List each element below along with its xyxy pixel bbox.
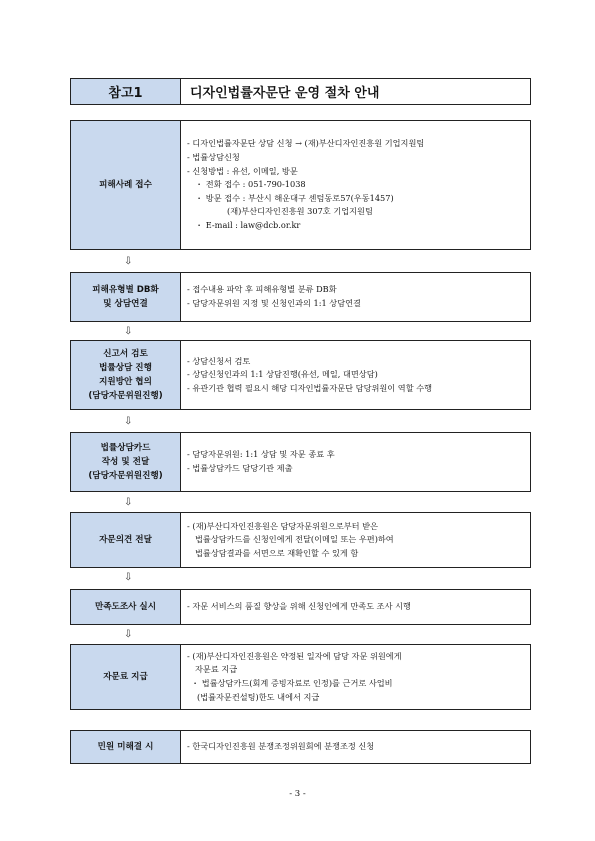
step-content <box>180 120 531 250</box>
content-line: - 신청방법 : 유선, 이메일, 방문 <box>187 165 298 176</box>
step-label: 자문료 지급 <box>70 644 180 710</box>
step-label: 만족도조사 실시 <box>70 589 180 625</box>
step-label: 신고서 검토 법률상담 진행 지원방안 협의 (담당자문위원진행) <box>70 340 180 410</box>
step-content <box>180 644 531 710</box>
step-content <box>180 730 531 764</box>
content-line: (법률자문컨설팅)한도 내에서 지급 <box>197 691 320 702</box>
content-line: - 접수내용 파악 후 피해유형별 분류 DB화 <box>187 284 337 295</box>
content-line: ・ 전화 접수 : 051-790-1038 <box>195 179 306 190</box>
content-line: 법률상담결과를 서면으로 재확인할 수 있게 함 <box>195 547 359 558</box>
page-number: - 3 - <box>289 789 306 799</box>
content-line: - 한국디자인진흥원 분쟁조정위원회에 분쟁조정 신청 <box>187 741 375 752</box>
step-label: 피해유형별 DB화 및 상담연결 <box>70 272 180 322</box>
step-consult-card <box>70 432 531 492</box>
step-deliver-opinion <box>70 512 531 568</box>
content-line: - (재)부산디자인진흥원은 약정된 일자에 담당 자문 위원에게 <box>187 650 402 661</box>
content-line: (재)부산디자인진흥원 307호 기업지원팀 <box>227 206 373 217</box>
step-content <box>180 512 531 568</box>
page-title: 디자인법률자문단 운영 절차 안내 <box>180 78 531 105</box>
step-db-and-connect <box>70 272 531 322</box>
reference-tag: 참고1 <box>70 78 180 105</box>
down-arrow-icon: ⇩ <box>124 497 133 508</box>
step-label: 피해사례 접수 <box>70 120 180 250</box>
step-content <box>180 589 531 625</box>
step-content <box>180 432 531 492</box>
step-satisfaction-survey <box>70 589 531 625</box>
content-line: - 상담신청서 검토 <box>187 355 251 366</box>
step-unresolved-complaint <box>70 730 531 764</box>
content-line: - 유관기관 협력 필요시 해당 디자인법률자문단 담당위원이 역할 수행 <box>187 382 433 393</box>
step-label: 법률상담카드 작성 및 전달 (담당자문위원진행) <box>70 432 180 492</box>
content-line: - 법률상담신청 <box>187 152 240 163</box>
down-arrow-icon: ⇩ <box>124 572 133 583</box>
content-line: ・ E-mail : law@dcb.or.kr <box>195 219 301 230</box>
step-content <box>180 272 531 322</box>
step-receive-case <box>70 120 531 250</box>
content-line: - (재)부산디자인진흥원은 담당자문위원으로부터 받은 <box>187 520 378 531</box>
step-content <box>180 340 531 410</box>
down-arrow-icon: ⇩ <box>124 416 133 427</box>
step-label: 민원 미해결 시 <box>70 730 180 764</box>
content-line: - 법률상담카드 담당기관 제출 <box>187 463 293 473</box>
content-line: 자문료 지급 <box>195 664 238 675</box>
content-line: ・ 법률상담카드(회계 증빙자료로 인정)를 근거로 사업비 <box>191 678 393 688</box>
content-line: - 자문 서비스의 품질 향상을 위해 신청인에게 만족도 조사 시행 <box>187 601 411 612</box>
down-arrow-icon: ⇩ <box>124 326 133 337</box>
step-label: 자문의견 전달 <box>70 512 180 568</box>
step-review-consult <box>70 340 531 410</box>
content-line: - 담당자문위원: 1:1 상담 및 자문 종료 후 <box>187 449 335 460</box>
content-line: - 담당자문위원 지정 및 신청인과의 1:1 상담연결 <box>187 298 361 308</box>
down-arrow-icon: ⇩ <box>124 629 133 640</box>
content-line: - 디자인법률자문단 상담 신청 → (재)부산디자인진흥원 기업지원팀 <box>187 138 425 149</box>
content-line: - 상담신청인과의 1:1 상담진행(유선, 메일, 대면상담) <box>187 369 378 380</box>
down-arrow-icon: ⇩ <box>124 256 133 267</box>
content-line: ・ 방문 접수 : 부산시 해운대구 센텀동로57(우동1457) <box>195 192 394 203</box>
step-advisory-fee <box>70 644 531 710</box>
page-header <box>70 78 531 105</box>
content-line: 법률상담카드를 신청인에게 전달(이메일 또는 우편)하여 <box>195 534 394 545</box>
